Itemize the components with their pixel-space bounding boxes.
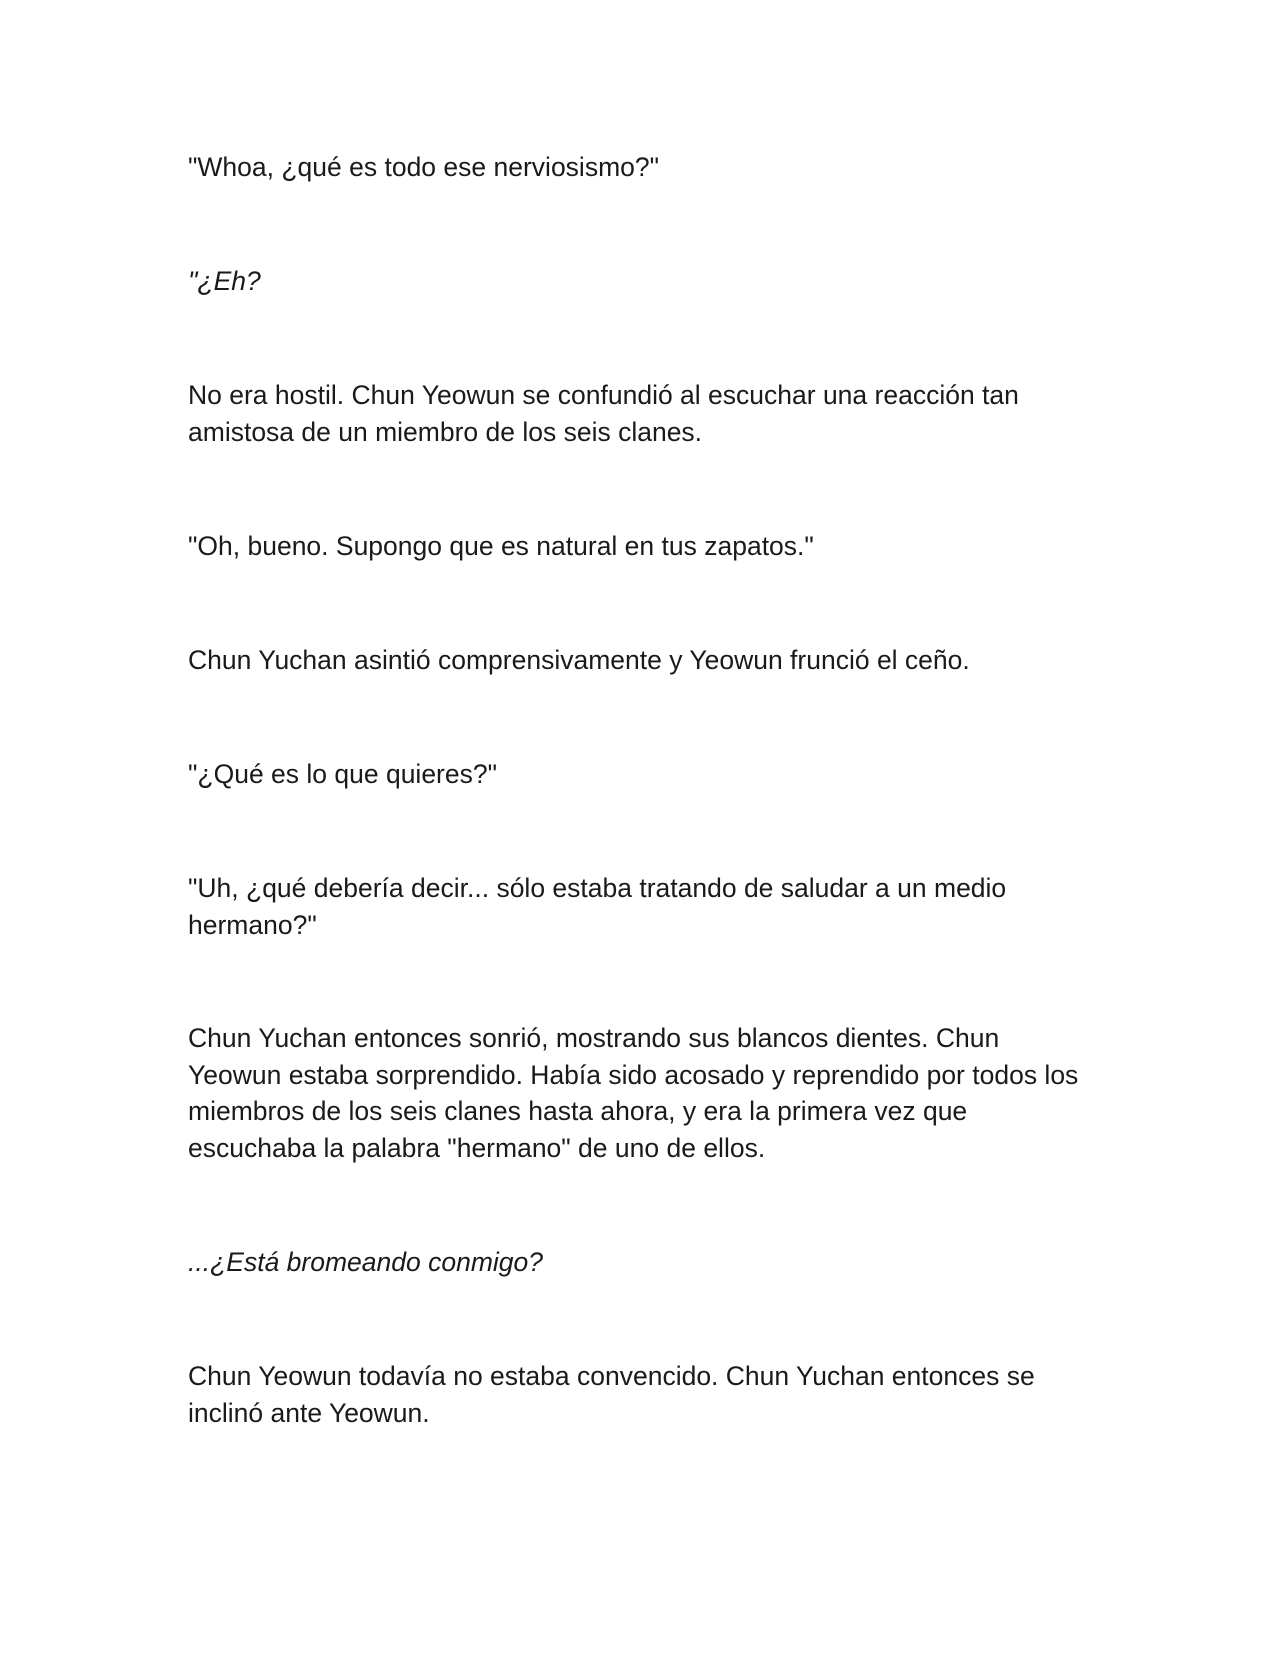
paragraph-dialogue-que-quieres: "¿Qué es lo que quieres?" [188,759,498,789]
paragraph-dialogue-whoa: "Whoa, ¿qué es todo ese nerviosismo?" [188,152,660,182]
paragraph-thought-bromeando: ...¿Está bromeando conmigo? [188,1247,543,1277]
paragraph-dialogue-eh: "¿Eh? [188,266,261,296]
paragraph-narration-asintio: Chun Yuchan asintió comprensivamente y Yeowun frunció el ceño. [188,645,970,675]
paragraph-dialogue-oh-bueno: "Oh, bueno. Supongo que es natural en tus zapatos." [188,531,814,561]
paragraph-dialogue-uh: "Uh, ¿qué debería decir... sólo estaba tratando de saludar a un medio hermano?" [188,873,1007,940]
paragraph-narration-sonrio: Chun Yuchan entonces sonrió, mostrando sus blancos dientes. Chun Yeowun estaba sorprendido. Había sido acosado y reprendido por todos los miembros de los seis clanes hasta ahora, y era la primera vez que escuchaba la palabra "hermano" de uno de ellos. [188,1023,1079,1163]
paragraph-narration-convencido: Chun Yeowun todavía no estaba convencido. Chun Yuchan entonces se inclinó ante Yeowun. [188,1361,1035,1428]
paragraph-narration-hostil: No era hostil. Chun Yeowun se confundió al escuchar una reacción tan amistosa de un miembro de los seis clanes. [188,380,1019,447]
